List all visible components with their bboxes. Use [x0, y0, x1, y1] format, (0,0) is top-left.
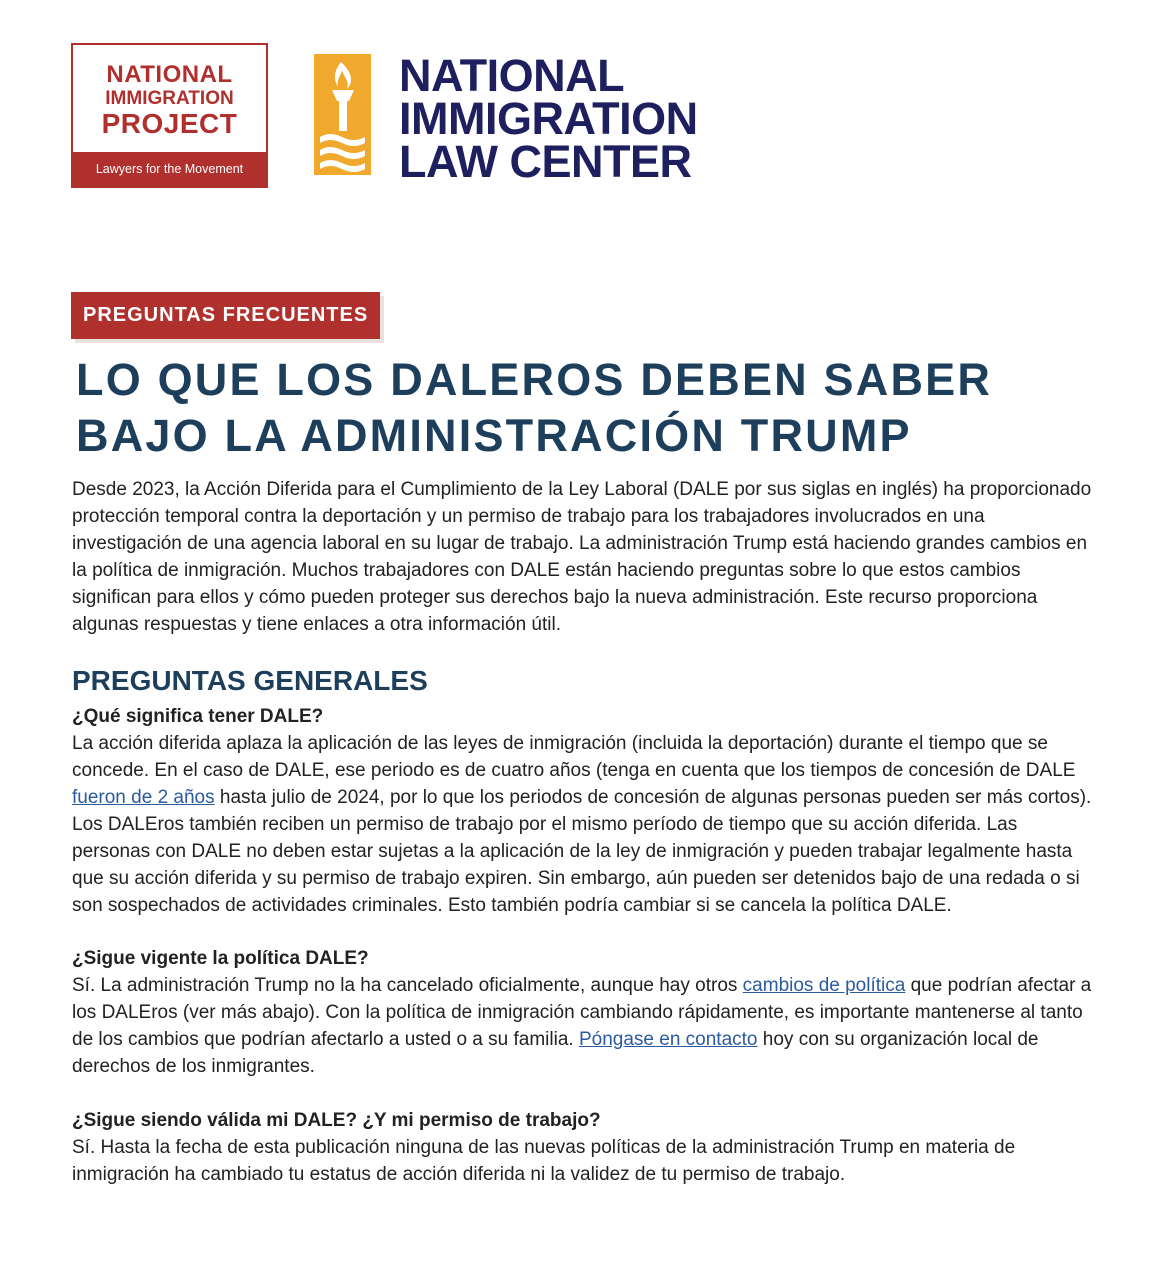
link-contact[interactable]: Póngase en contacto	[578, 1029, 758, 1051]
nilc-logo-wordmark	[399, 50, 698, 187]
page-title-line2: BAJO LA ADMINISTRACIÓN TRUMP	[76, 410, 912, 461]
answer-still-valid: Sí. Hasta la fecha de esta publicación ninguna de las nuevas políticas de la administración Trump en materia de inmigración ha cambiado tu estatus de acción diferida ni la validez de tu permiso de trabajo.	[72, 1136, 1016, 1185]
nilc-logo-line2: IMMIGRATION	[399, 93, 698, 144]
link-two-years[interactable]: fueron de 2 años	[72, 786, 215, 808]
answer-what-is-dale	[72, 731, 1092, 919]
section-heading-general: PREGUNTAS GENERALES	[72, 665, 428, 697]
answer-text: hasta julio de 2024, por lo que los periodos de concesión de algunas personas pueden ser más cortos). Los DALEros también reciben un permiso de trabajo por el mismo período de tiempo que su acción diferida. Las personas con DALE no deben estar sujetas a la aplicación de la ley de inmigración y pueden trabajar legalmente hasta que su acción diferida y su permiso de trabajo expiren. Sin embargo, aún pueden ser detenidos bajo de una redada o si son sospechados de actividades criminales. Esto también podría cambiar si se cancela la política DALE.	[72, 786, 1092, 916]
answer-text: La acción diferida aplaza la aplicación de las leyes de inmigración (incluida la deportación) durante el tiempo que se concede. En el caso de DALE, ese periodo es de cuatro años (tenga en cuenta que los tiempos de concesión de DALE	[72, 733, 1076, 782]
page-title	[76, 352, 992, 464]
nip-logo-tagline: Lawyers for the Movement	[73, 152, 266, 186]
nip-logo-line3: PROJECT	[101, 108, 238, 139]
answer-text: que podrían afectar a los DALEros (ver más abajo). Con la política de inmigración cambiando rápidamente, es importante mantenerse al tanto de los cambios que podrían afectarlo a usted o a su familia.	[72, 975, 1092, 1051]
nip-logo-line1: NATIONAL	[106, 61, 233, 88]
nip-logo-line2: IMMIGRATION	[105, 88, 234, 109]
page-title-line1: LO QUE LOS DALEROS DEBEN SABER	[76, 354, 993, 405]
document-body	[72, 477, 1092, 1189]
nilc-logo-line1: NATIONAL	[399, 50, 625, 101]
question-policy-in-force: ¿Sigue vigente la política DALE?	[72, 948, 369, 970]
nip-logo-wordmark	[73, 63, 266, 138]
answer-text: hoy con su organización local de derechos de los inmigrantes.	[72, 1029, 1039, 1078]
question-what-is-dale: ¿Qué significa tener DALE?	[72, 706, 324, 728]
nilc-logo-line3: LAW CENTER	[399, 136, 692, 187]
question-still-valid: ¿Sigue siendo válida mi DALE? ¿Y mi permiso de trabajo?	[72, 1110, 601, 1132]
answer-policy-in-force	[72, 973, 1092, 1081]
national-immigration-project-logo	[71, 43, 268, 188]
answer-text: Sí. La administración Trump no la ha cancelado oficialmente, aunque hay otros	[72, 975, 743, 997]
torch-icon	[314, 54, 371, 175]
intro-paragraph: Desde 2023, la Acción Diferida para el Cumplimiento de la Ley Laboral (DALE por sus siglas en inglés) ha proporcionado protección temporal contra la deportación y un permiso de trabajo para los trabajadores involucrados en una investigación de una agencia laboral en su lugar de trabajo. La administración Trump está haciendo grandes cambios en la política de inmigración. Muchos trabajadores con DALE están haciendo preguntas sobre lo que estos cambios significan para ellos y cómo pueden proteger sus derechos bajo la nueva administración. Este recurso proporciona algunas respuestas y tiene enlaces a otra información útil.	[72, 479, 1092, 635]
faq-kicker-label: PREGUNTAS FRECUENTES	[71, 292, 380, 339]
link-policy-changes[interactable]: cambios de política	[742, 975, 906, 997]
